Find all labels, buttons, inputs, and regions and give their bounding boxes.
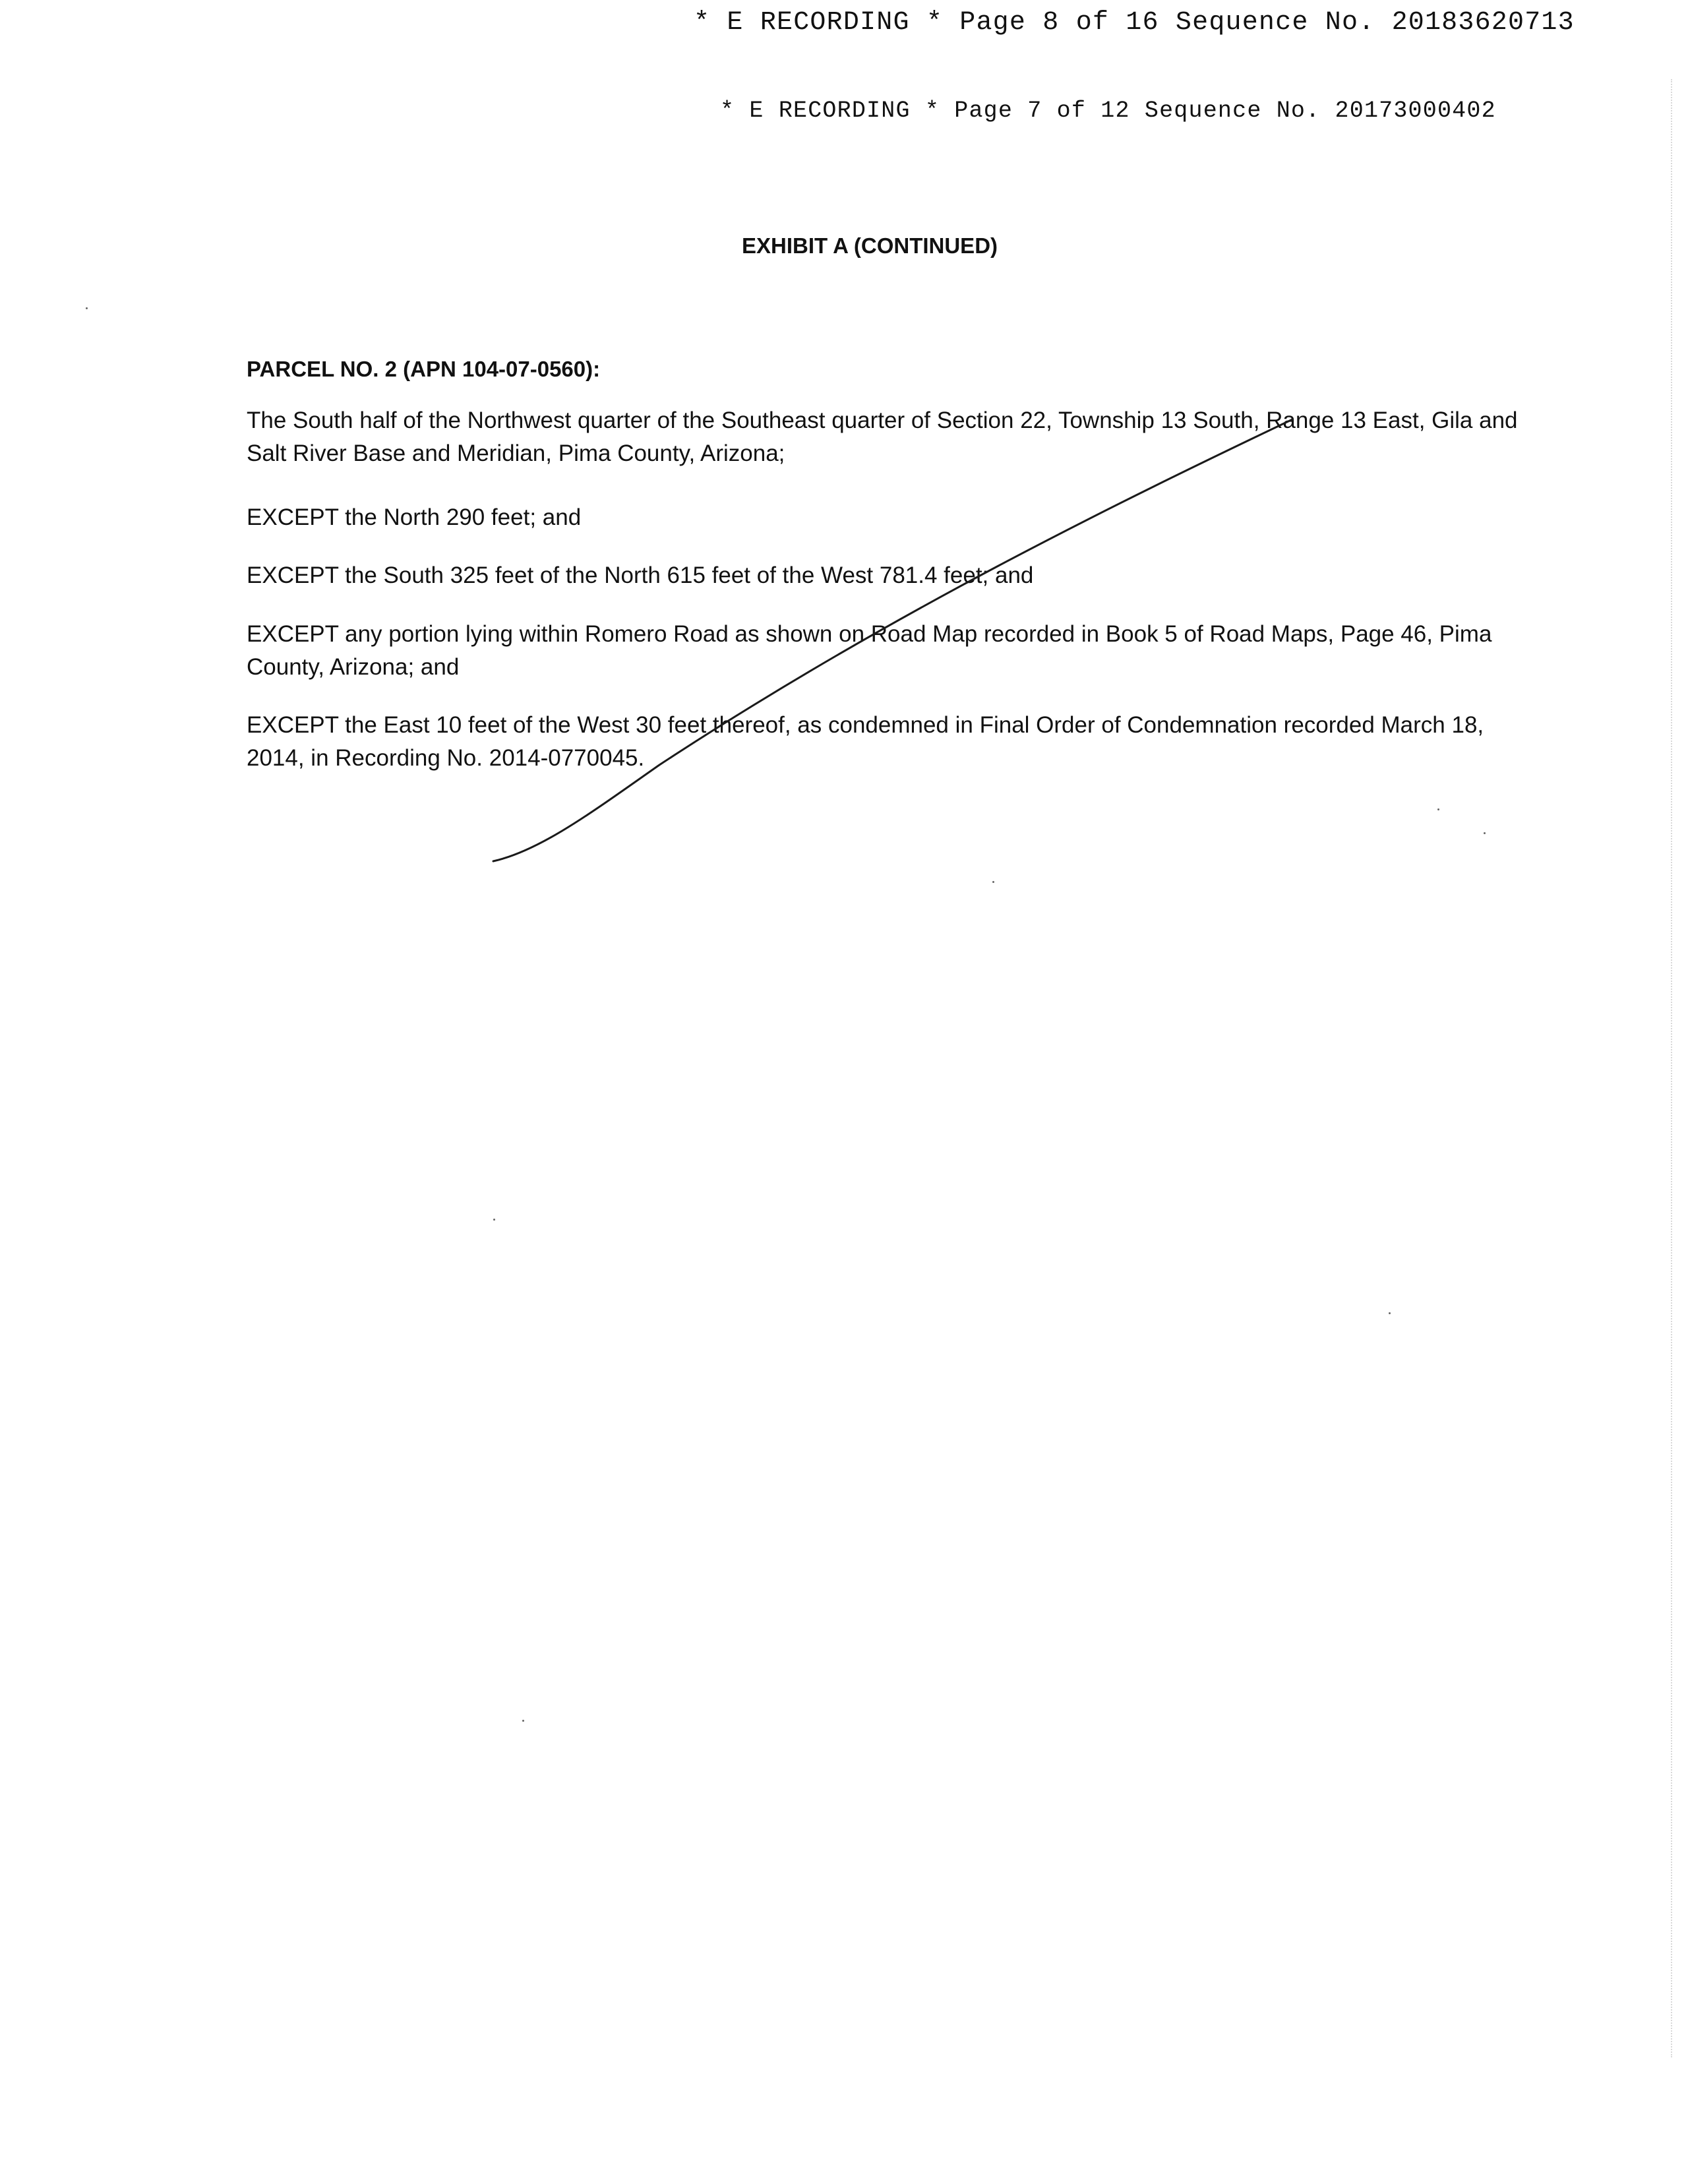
exception-paragraph: EXCEPT the South 325 feet of the North 615 feet of the West 781.4 feet; and bbox=[247, 562, 1034, 588]
scan-speck bbox=[1437, 808, 1439, 810]
exception-paragraph: EXCEPT the East 10 feet of the West 30 feet thereof, as condemned in Final Order of Condemnation recorded March 18, 2014, in Recording No. 2014-0770045. bbox=[247, 712, 1484, 771]
scan-speck bbox=[86, 307, 88, 309]
exception-paragraph: EXCEPT any portion lying within Romero Road as shown on Road Map recorded in Book 5 of Road Maps, Page 46, Pima County, Arizona; and bbox=[247, 621, 1492, 680]
scan-speck bbox=[1484, 832, 1486, 834]
scan-speck bbox=[1389, 1312, 1391, 1314]
scan-margin-artifact bbox=[1671, 79, 1672, 2057]
scan-speck bbox=[992, 881, 994, 883]
legal-description-paragraph: The South half of the Northwest quarter of the Southeast quarter of Section 22, Township 13 South, Range 13 East, Gila and Salt River Base and Meridian, Pima County, Arizona; bbox=[247, 408, 1518, 466]
recording-stamp-primary: * E RECORDING * Page 8 of 16 Sequence No. 20183620713 bbox=[694, 8, 1575, 38]
recording-stamp-secondary: * E RECORDING * Page 7 of 12 Sequence No. 20173000402 bbox=[720, 98, 1496, 124]
parcel-heading: PARCEL NO. 2 (APN 104-07-0560): bbox=[247, 357, 601, 381]
scan-speck bbox=[493, 1219, 495, 1221]
exhibit-title: EXHIBIT A (CONTINUED) bbox=[741, 233, 998, 258]
exception-paragraph: EXCEPT the North 290 feet; and bbox=[247, 504, 582, 530]
scan-speck bbox=[522, 1720, 524, 1722]
